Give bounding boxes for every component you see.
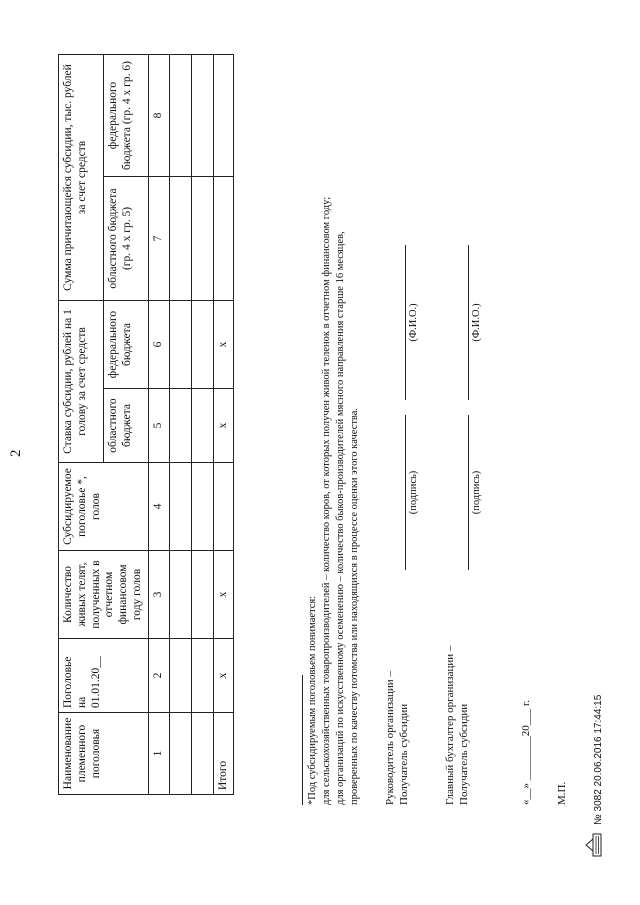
- col-number-3: 3: [148, 551, 169, 639]
- table-number-row: [148, 55, 169, 795]
- total-c4: [213, 463, 234, 551]
- head-label-line-2: Получатель субсидии: [397, 703, 410, 805]
- head-signature-line: [405, 415, 406, 570]
- accountant-label-line-2: Получатель субсидии: [457, 703, 470, 805]
- header-amount-federal: федерального бюджета (гр. 4 x гр. 6): [103, 55, 148, 177]
- col-number-6: 6: [148, 301, 169, 389]
- header-name: Наименование племенного поголовья: [59, 713, 149, 795]
- header-rate-group: Ставка субсидии, рублей на 1 голову за счет средств: [59, 301, 104, 463]
- header-calves: Количество живых телят, полученных в отчетном финансовом году голов: [59, 551, 149, 639]
- total-c3: х: [213, 551, 234, 639]
- header-rate-regional: областного бюджета: [103, 389, 148, 463]
- col-number-2: 2: [148, 639, 169, 713]
- table-row: [169, 55, 191, 795]
- total-c7: [213, 177, 234, 301]
- footnote-line-3: для организаций по искусственному осеменению – количество быков-производителей мясного направления старше 16 месяцев,: [334, 231, 346, 805]
- head-label-line-1: Руководитель организации –: [384, 671, 396, 805]
- col-number-4: 4: [148, 463, 169, 551]
- table-total-row: [213, 55, 234, 795]
- accountant-name-caption: (Ф.И.О.): [471, 303, 482, 342]
- footnote: [306, 45, 361, 805]
- head-name-caption: (Ф.И.О.): [408, 303, 419, 342]
- seal-label: М.П.: [556, 781, 568, 805]
- header-rate-federal: федерального бюджета: [103, 301, 148, 389]
- header-subsidized: Субсидируемое поголовье *, голов: [59, 463, 149, 551]
- page-number: 2: [8, 449, 24, 457]
- table-row: [191, 55, 213, 795]
- subsidy-table: [58, 54, 234, 795]
- col-number-7: 7: [148, 177, 169, 301]
- col-number-8: 8: [148, 55, 169, 177]
- total-c8: [213, 55, 234, 177]
- footnote-line-1: *Под субсидируемым поголовьем понимается:: [307, 595, 318, 805]
- header-amount-regional: областного бюджета (гр. 4 x гр. 5): [103, 177, 148, 301]
- col-number-5: 5: [148, 389, 169, 463]
- accountant-signature-line: [468, 415, 469, 570]
- total-c5: х: [213, 389, 234, 463]
- header-livestock: Поголовье на 01.01.20__: [59, 639, 149, 713]
- head-signatory-label: [384, 671, 412, 805]
- header-amount-group: Сумма причитающейся субсидии, тыс. рублей за счет средств: [59, 55, 104, 301]
- total-c2: х: [213, 639, 234, 713]
- col-number-1: 1: [148, 713, 169, 795]
- total-label: Итого: [213, 713, 234, 795]
- date-line: «__» ________20___ г.: [520, 699, 532, 805]
- footnote-line-2: для сельскохозяйственных товаропроизводителей – количество коров, от которых получен живой теленок в отчетном финансовом году;: [320, 196, 332, 805]
- accountant-signature-caption: (подпись): [471, 470, 482, 515]
- document-registration-stamp: № 3082 20.06.2016 17:44:15: [593, 694, 604, 825]
- footnote-line-4: проверенных по качеству потомства или находящихся в процессе оценки этого качества.: [348, 407, 360, 805]
- footnote-separator: [302, 675, 303, 805]
- accountant-signatory-label: [444, 646, 472, 805]
- head-signature-caption: (подпись): [408, 470, 419, 515]
- accountant-label-line-1: Главный бухгалтер организации –: [444, 645, 456, 805]
- table-header-row: [59, 55, 104, 795]
- stamp-icon: [584, 833, 602, 857]
- total-c6: х: [213, 301, 234, 389]
- head-name-line: [405, 245, 406, 400]
- accountant-name-line: [468, 245, 469, 400]
